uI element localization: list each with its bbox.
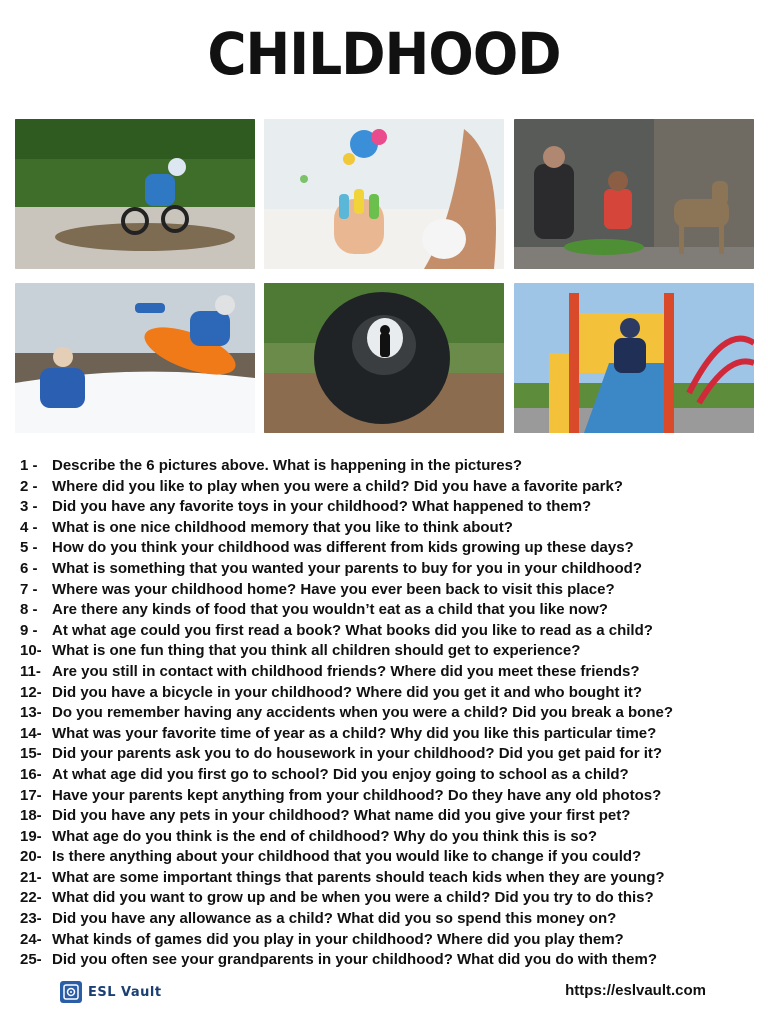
- question-item: [20, 765, 760, 786]
- question-text: Did you have any favorite toys in your childhood? What happened to them?: [52, 498, 592, 516]
- question-number: 18-: [20, 807, 42, 825]
- question-item: [20, 559, 760, 580]
- question-number: 6 -: [20, 559, 38, 577]
- question-item: [20, 930, 760, 951]
- question-text: What are some important things that parents should teach kids when they are young?: [52, 868, 665, 886]
- page-title: CHILDHOOD: [207, 20, 561, 88]
- question-text: What age do you think is the end of childhood? Why do you think this is so?: [52, 827, 597, 845]
- question-item: [20, 744, 760, 765]
- question-text: Where was your childhood home? Have you ever been back to visit this place?: [52, 580, 615, 598]
- question-text: Did you have any pets in your childhood? What name did you give your first pet?: [52, 807, 631, 825]
- question-number: 25-: [20, 951, 42, 969]
- question-item: [20, 888, 760, 909]
- question-text: What is one nice childhood memory that you like to think about?: [52, 518, 513, 536]
- question-item: [20, 683, 760, 704]
- question-item: [20, 806, 760, 827]
- logo-text: ESL Vault: [88, 984, 162, 1000]
- question-item: [20, 827, 760, 848]
- question-text: Have your parents kept anything from your childhood? Do they have any old photos?: [52, 786, 662, 804]
- question-number: 9 -: [20, 621, 38, 639]
- question-item: [20, 847, 760, 868]
- question-item: [20, 600, 760, 621]
- question-item: [20, 456, 760, 477]
- question-number: 17-: [20, 786, 42, 804]
- question-item: [20, 786, 760, 807]
- question-number: 21-: [20, 868, 42, 886]
- question-number: 11-: [20, 662, 41, 680]
- photo-kid-balance-bike-puddle: [15, 119, 255, 269]
- question-item: [20, 538, 760, 559]
- question-number: 23-: [20, 910, 42, 928]
- question-text: Did you often see your grandparents in your childhood? What did you do with them?: [52, 951, 658, 969]
- question-text: How do you think your childhood was different from kids growing up these days?: [52, 539, 634, 557]
- question-item: [20, 724, 760, 745]
- question-number: 10-: [20, 642, 42, 660]
- question-number: 15-: [20, 745, 42, 763]
- question-number: 14-: [20, 724, 42, 742]
- question-item: [20, 641, 760, 662]
- photo-painted-hands: [264, 119, 504, 269]
- question-number: 1 -: [20, 457, 38, 474]
- vault-icon: [60, 981, 82, 1003]
- question-item: [20, 621, 760, 642]
- question-text: Is there anything about your childhood that you would like to change if you could?: [52, 848, 642, 866]
- question-item: [20, 868, 760, 889]
- question-item: [20, 662, 760, 683]
- question-text: Did you have a bicycle in your childhood? Where did you get it and who bought it?: [52, 683, 643, 701]
- question-list: [20, 456, 760, 971]
- question-number: 12-: [20, 683, 42, 701]
- question-text: Where did you like to play when you were a child? Did you have a favorite park?: [52, 477, 623, 495]
- photo-kids-sledding-snow: [15, 283, 255, 433]
- question-number: 22-: [20, 889, 42, 907]
- question-text: At what age did you first go to school? Did you enjoy going to school as a child?: [52, 765, 629, 783]
- question-text: At what age could you first read a book? What books did you like to read as a child?: [52, 621, 653, 639]
- question-item: [20, 497, 760, 518]
- question-text: What is one fun thing that you think all children should get to experience?: [52, 642, 581, 660]
- question-number: 7 -: [20, 580, 38, 598]
- question-number: 8 -: [20, 601, 38, 619]
- question-text: Do you remember having any accidents when you were a child? Did you break a bone?: [52, 704, 673, 722]
- question-number: 2 -: [20, 477, 38, 495]
- photo-grandmother-child-dog: [514, 119, 754, 269]
- question-item: [20, 518, 760, 539]
- question-text: What did you want to grow up and be when you were a child? Did you try to do this?: [52, 889, 654, 907]
- question-text: What is something that you wanted your parents to buy for you in your childhood?: [52, 559, 643, 577]
- esl-vault-logo: [60, 980, 162, 1004]
- photo-kid-in-play-tunnel: [264, 283, 504, 433]
- question-item: [20, 950, 760, 971]
- question-text: Are there any kinds of food that you wouldn’t eat as a child that you like now?: [52, 601, 608, 619]
- photo-toddler-on-slide: [514, 283, 754, 433]
- question-text: Are you still in contact with childhood friends? Where did you meet these friends?: [52, 662, 640, 680]
- question-item: [20, 909, 760, 930]
- question-number: 5 -: [20, 539, 38, 557]
- question-text: What kinds of games did you play in your childhood? Where did you play them?: [52, 930, 624, 948]
- question-item: [20, 703, 760, 724]
- question-text: Did you have any allowance as a child? What did you so spend this money on?: [52, 910, 617, 928]
- question-item: [20, 580, 760, 601]
- question-number: 16-: [20, 765, 42, 783]
- question-number: 24-: [20, 930, 42, 948]
- question-number: 4 -: [20, 518, 38, 536]
- question-number: 19-: [20, 827, 42, 845]
- question-item: [20, 477, 760, 498]
- question-text: What was your favorite time of year as a child? Why did you like this particular time?: [52, 724, 657, 742]
- question-number: 20-: [20, 848, 42, 866]
- question-number: 3 -: [20, 498, 38, 516]
- question-text: Did your parents ask you to do housework in your childhood? Did you get paid for it?: [52, 745, 663, 763]
- footer-url[interactable]: https://eslvault.com: [565, 982, 706, 999]
- question-number: 13-: [20, 704, 42, 722]
- question-text: Describe the 6 pictures above. What is happening in the pictures?: [52, 457, 523, 474]
